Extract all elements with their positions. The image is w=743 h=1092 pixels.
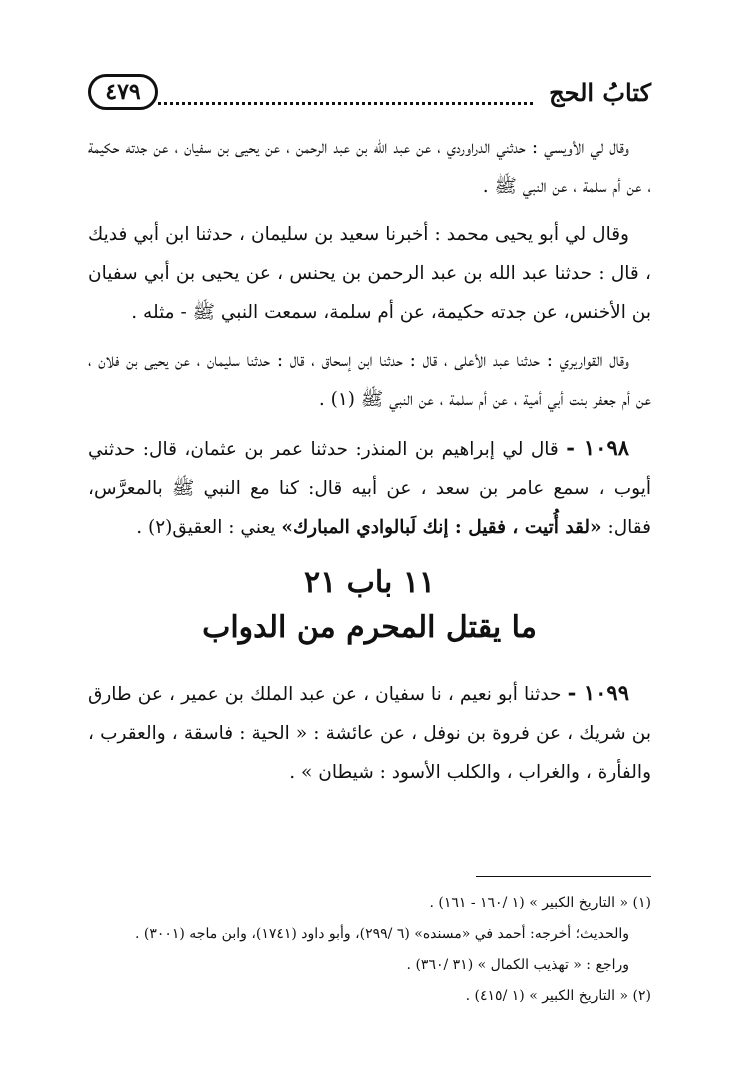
footnote-separator (476, 876, 651, 877)
page-body (88, 128, 651, 801)
footnote: (٢) « التاريخ الكبير » (١ /٤١٥) . (465, 988, 651, 1004)
header-dotted-rule (158, 102, 533, 105)
book-title: كتابُ الحج (549, 78, 651, 107)
chapter-heading (88, 561, 651, 651)
footnote: والحديث؛ أخرجه: أحمد في «مسنده» (٦ /٢٩٩)، وأبو داود (١٧٤١)، وابن ماجه (٣٠٠١) . (134, 926, 629, 942)
hadith-number: ١٠٩٩ - (567, 680, 629, 705)
paragraph (88, 128, 651, 206)
chapter-number: ١١ باب ٢١ (303, 565, 436, 600)
footnote: وراجع : « تهذيب الكمال » (٣١ /٣٦٠) . (406, 957, 629, 973)
hadith-number: ١٠٩٨ - (566, 435, 630, 460)
footnotes (88, 888, 651, 1012)
paragraph-text: وقال القواريري : حدثنا عبد الأعلى ، قال : حدثنا ابن إسحاق ، قال : حدثنا سليمان ، عن يحيى بن فلان ، عن أم جعفر بنت أبي أمية ، عن أم سلمة ، عن النبي ﷺ (١) . (88, 350, 651, 410)
page-number: ٤٧٩ (88, 74, 158, 110)
paragraph-text: قال لي إبراهيم بن المنذر: حدثنا عمر بن عثمان، قال: حدثني أيوب ، سمع عامر بن سعد ، عن أبيه قال: كنا مع النبي ﷺ بالمعرَّس، فقال: (88, 439, 651, 538)
hadith-paragraph (88, 428, 651, 547)
paragraph (88, 215, 651, 332)
paragraph-tail: يعني : العقيق(٢) . (136, 517, 276, 538)
paragraph (88, 341, 651, 419)
paragraph-text: حدثنا أبو نعيم ، نا سفيان ، عن عبد الملك بن عمير ، عن طارق بن شريك ، عن فروة بن نوفل ، عن عائشة : « الحية : فاسقة ، والعقرب ، والفأرة ، والغراب ، والكلب الأسود : شيطان » . (88, 684, 651, 783)
footnote: (١) « التاريخ الكبير » (١ /١٦٠ - ١٦١) . (429, 895, 651, 911)
hadith-paragraph (88, 673, 651, 792)
page-header (88, 74, 651, 120)
paragraph-text: وقال لي الأويسي : حدثني الدراوردي ، عن عبد الله بن عبد الرحمن ، عن يحيى بن سفيان ، عن جدته حكيمة ، عن أم سلمة ، عن النبي ﷺ . (88, 137, 651, 197)
paragraph-text: وقال لي أبو يحيى محمد : أخبرنا سعيد بن سليمان ، حدثنا ابن أبي فديك ، قال : حدثنا عبد الله بن عبد الرحمن بن يحنس ، عن يحيى بن أبي سفيان بن الأخنس، عن جدته حكيمة، عن أم سلمة، سمعت النبي ﷺ - مثله . (88, 224, 651, 323)
hadith-quote: «لقد أُتيت ، فقيل : إنك لَبالوادي المبارك» (281, 517, 602, 538)
chapter-title: ما يقتل المحرم من الدواب (202, 610, 537, 645)
